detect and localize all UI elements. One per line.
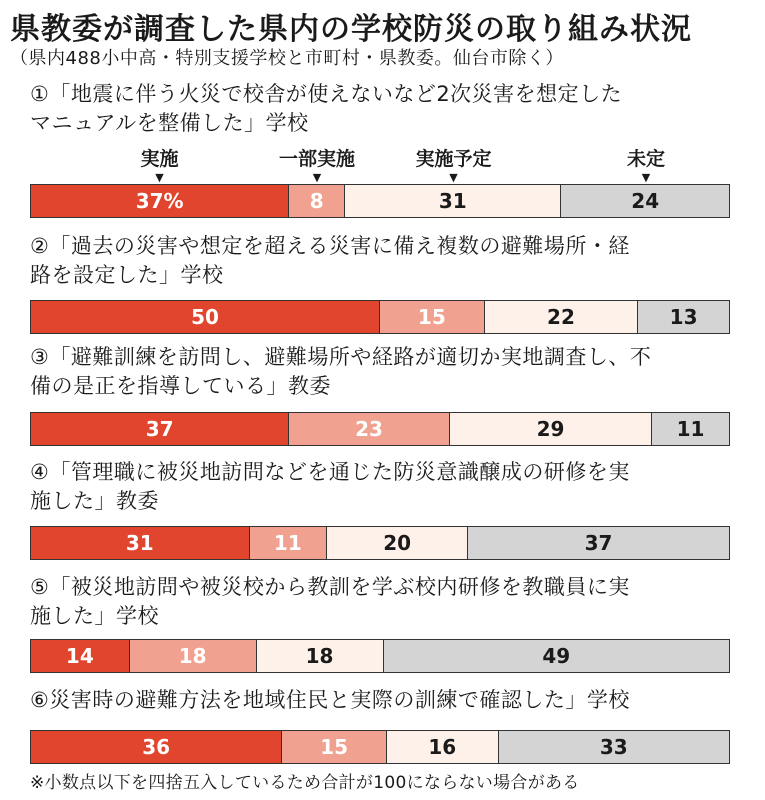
stacked-bar (30, 526, 730, 560)
bar-segment-3 (387, 731, 499, 763)
stacked-bar (30, 730, 730, 764)
item-label (30, 232, 750, 290)
bar-segment-1 (31, 185, 289, 217)
item-label (30, 573, 750, 631)
down-arrow-icon: ▼ (449, 171, 458, 184)
item-label-line: ⑤「被災地訪問や被災校から教訓を学ぶ校内研修を教職員に実 (30, 575, 630, 599)
bar-value-label: 15 (320, 735, 349, 759)
item-label-line: ④「管理職に被災地訪問などを通じた防災意識醸成の研修を実 (30, 460, 630, 484)
item-label (30, 80, 750, 138)
item-label (30, 686, 750, 715)
bar-value-label: 37 (584, 531, 613, 555)
stacked-bar (30, 412, 730, 446)
bar-segment-4 (652, 413, 729, 445)
bar-segment-2 (130, 640, 257, 672)
bar-value-label: 37 (145, 417, 174, 441)
bar-value-label: 50 (191, 305, 219, 329)
bar-value-label: 37% (135, 189, 184, 213)
bar-value-label: 31 (438, 189, 467, 213)
item-label-line: 備の是正を指導している」教委 (30, 374, 331, 398)
bar-value-label: 18 (178, 644, 207, 668)
bar-value-label: 11 (273, 531, 302, 555)
legend (30, 144, 730, 184)
bar-segment-3 (257, 640, 384, 672)
legend-label: 未定 (626, 148, 666, 170)
item-label-line: マニュアルを整備した」学校 (30, 111, 309, 135)
down-arrow-icon: ▼ (312, 171, 322, 184)
bar-value-label: 20 (383, 531, 412, 555)
item-label (30, 343, 750, 401)
footnote: ※小数点以下を四捨五入しているため合計が100にならない場合がある (30, 773, 580, 793)
bar-value-label: 13 (669, 305, 698, 329)
bar-value-label: 22 (547, 305, 575, 329)
bar-value-label: 33 (599, 735, 628, 759)
legend-item (279, 144, 355, 184)
bar-segment-4 (499, 731, 729, 763)
chart-title: 県教委が調査した県内の学校防災の取り組み状況 (10, 12, 692, 47)
bar-segment-4 (468, 527, 729, 559)
bar-segment-2 (250, 527, 328, 559)
bar-segment-1 (31, 640, 130, 672)
legend-label: 実施予定 (415, 148, 492, 170)
bar-segment-3 (345, 185, 561, 217)
bar-value-label: 31 (125, 531, 154, 555)
item-label-line: ③「避難訓練を訪問し、避難場所や経路が適切か実地調査し、不 (30, 345, 652, 369)
item-label-line: ②「過去の災害や想定を超える災害に備え複数の避難場所・経 (30, 234, 630, 258)
bar-segment-2 (282, 731, 387, 763)
item-label-line: 路を設定した」学校 (30, 263, 224, 287)
stacked-bar (30, 300, 730, 334)
bar-segment-4 (384, 640, 729, 672)
bar-segment-3 (450, 413, 652, 445)
bar-segment-3 (327, 527, 468, 559)
stacked-bar (30, 184, 730, 218)
bar-value-label: 16 (428, 735, 457, 759)
bar-segment-1 (31, 413, 289, 445)
item-label-line: ①「地震に伴う火災で校舎が使えないなど2次災害を想定した (30, 82, 623, 106)
chart-subtitle: （県内488小中高・特別支援学校と市町村・県教委。仙台市除く） (10, 48, 564, 69)
legend-item (627, 144, 665, 184)
legend-label: 一部実施 (278, 148, 356, 170)
bar-value-label: 23 (355, 417, 383, 441)
bar-value-label: 49 (542, 644, 571, 668)
down-arrow-icon: ▼ (155, 171, 164, 184)
legend-item (415, 144, 491, 184)
bar-segment-4 (561, 185, 729, 217)
bar-value-label: 11 (676, 417, 705, 441)
bar-segment-1 (31, 301, 380, 333)
legend-label: 実施 (140, 148, 179, 170)
bar-segment-1 (31, 731, 282, 763)
bar-segment-3 (485, 301, 639, 333)
bar-segment-4 (638, 301, 729, 333)
item-label-line: 施した」教委 (30, 489, 159, 513)
bar-segment-2 (289, 413, 450, 445)
item-label-line: ⑥災害時の避難方法を地域住民と実際の訓練で確認した」学校 (30, 688, 630, 712)
bar-value-label: 15 (417, 305, 446, 329)
bar-segment-1 (31, 527, 250, 559)
bar-value-label: 14 (65, 644, 94, 668)
bar-value-label: 36 (142, 735, 171, 759)
bar-value-label: 24 (631, 189, 660, 213)
bar-value-label: 8 (309, 189, 324, 213)
bar-value-label: 29 (536, 417, 565, 441)
stacked-bar (30, 639, 730, 673)
legend-item (140, 144, 178, 184)
item-label-line: 施した」学校 (30, 604, 159, 628)
bar-value-label: 18 (305, 644, 334, 668)
bar-segment-2 (289, 185, 345, 217)
down-arrow-icon: ▼ (641, 171, 651, 184)
item-label (30, 458, 750, 516)
bar-segment-2 (380, 301, 485, 333)
